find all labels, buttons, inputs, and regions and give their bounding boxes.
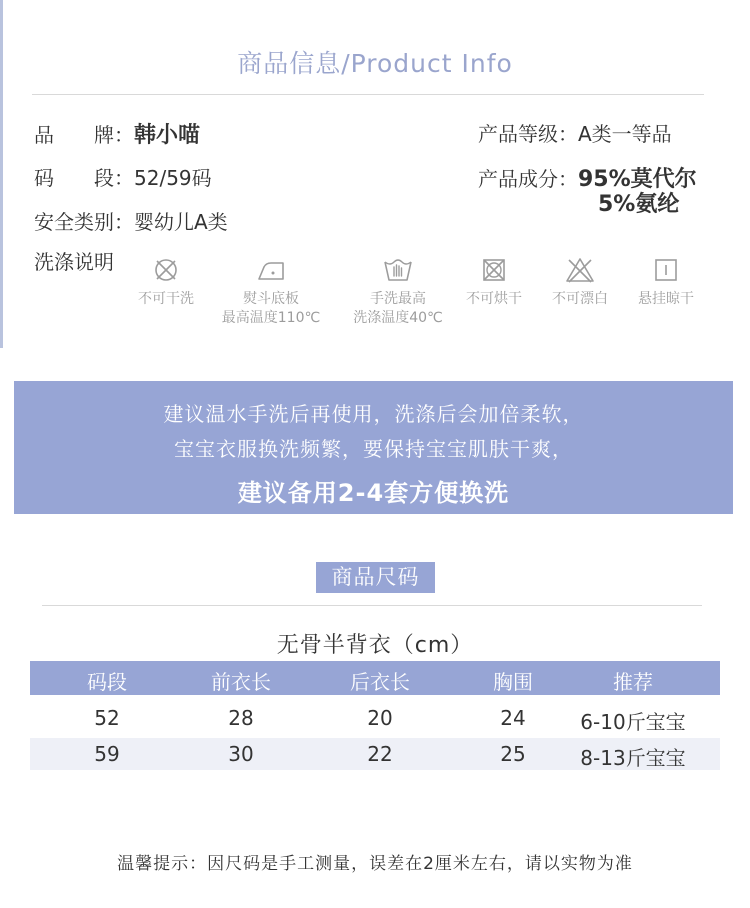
wash-item-hand-wash: [338, 256, 458, 328]
divider: [42, 605, 702, 606]
no-dry-clean-icon: [152, 256, 180, 284]
size-range-row: [34, 162, 212, 191]
wash-item-line-dry: [626, 256, 706, 309]
table-cell: 25: [500, 742, 526, 766]
table-cell: 28: [228, 706, 254, 730]
table-cell: 22: [367, 742, 393, 766]
wash-text-2a: 熨斗底板: [243, 291, 299, 307]
size-table-header: [30, 661, 720, 695]
grade-row: [478, 118, 672, 147]
divider: [32, 94, 704, 95]
size-section-tag: 商品尺码: [316, 562, 435, 593]
hand-wash-icon: [382, 256, 414, 284]
grade-value: A类一等品: [578, 122, 672, 146]
wash-text-1: 不可干洗: [138, 291, 194, 307]
table-row: [30, 738, 720, 770]
table-cell: 6-10斤宝宝: [580, 710, 686, 734]
no-bleach-icon: [564, 256, 596, 284]
header-cell: 后衣长: [350, 670, 410, 694]
banner-line-2: 宝宝衣服换洗频繁，要保持宝宝肌肤干爽，: [174, 437, 573, 461]
brand-value: 韩小喵: [134, 123, 201, 148]
size-table-title: 无骨半背衣（cm）: [276, 633, 474, 658]
composition-label: 产品成分：: [478, 167, 578, 191]
banner-line-1: 建议温水手洗后再使用，洗涤后会加倍柔软，: [163, 402, 584, 426]
header-cell: 码段: [87, 670, 127, 694]
header-cell: 胸围: [493, 670, 533, 694]
composition-value-1: 95%莫代尔: [578, 167, 697, 192]
table-cell: 30: [228, 742, 254, 766]
footer-note: 温馨提示：因尺码是手工测量，误差在2厘米左右，请以实物为准: [117, 854, 633, 874]
brand-row: [34, 118, 200, 149]
wash-text-5: 不可漂白: [552, 291, 608, 307]
wash-item-iron: [206, 256, 336, 328]
table-cell: 24: [500, 706, 526, 730]
size-range-label: 码 段：: [34, 166, 134, 190]
wash-item-no-dry-clean: [126, 256, 206, 309]
safety-label: 安全类别：: [34, 210, 134, 234]
composition-value-2: 5%氨纶: [598, 192, 680, 217]
wash-text-3b: 洗涤温度40℃: [353, 310, 443, 326]
banner-line-3: 建议备用2-4套方便换洗: [237, 479, 510, 507]
section-title: 商品信息/Product Info: [237, 49, 513, 78]
grade-label: 产品等级：: [478, 122, 578, 146]
safety-value: 婴幼儿A类: [134, 210, 228, 234]
wash-text-6: 悬挂晾干: [638, 291, 694, 307]
line-dry-icon: [652, 256, 680, 284]
wash-item-no-tumble-dry: [454, 256, 534, 309]
safety-row: [34, 206, 228, 235]
table-cell: 8-13斤宝宝: [580, 746, 686, 770]
no-tumble-dry-icon: [480, 256, 508, 284]
brand-label: 品 牌：: [34, 123, 134, 147]
header-cell: 前衣长: [211, 670, 271, 694]
wash-text-3a: 手洗最高: [370, 291, 426, 307]
table-row: [30, 700, 720, 734]
wash-text-2b: 最高温度110℃: [221, 310, 321, 326]
wash-item-no-bleach: [540, 256, 620, 309]
table-cell: 52: [94, 706, 120, 730]
care-banner: [14, 381, 733, 514]
size-range-value: 52/59码: [134, 166, 212, 190]
wash-label: 洗涤说明: [34, 250, 114, 274]
header-cell: 推荐: [613, 670, 653, 694]
table-cell: 59: [94, 742, 120, 766]
wash-text-4: 不可烘干: [466, 291, 522, 307]
table-cell: 20: [367, 706, 393, 730]
iron-low-icon: [256, 256, 286, 284]
